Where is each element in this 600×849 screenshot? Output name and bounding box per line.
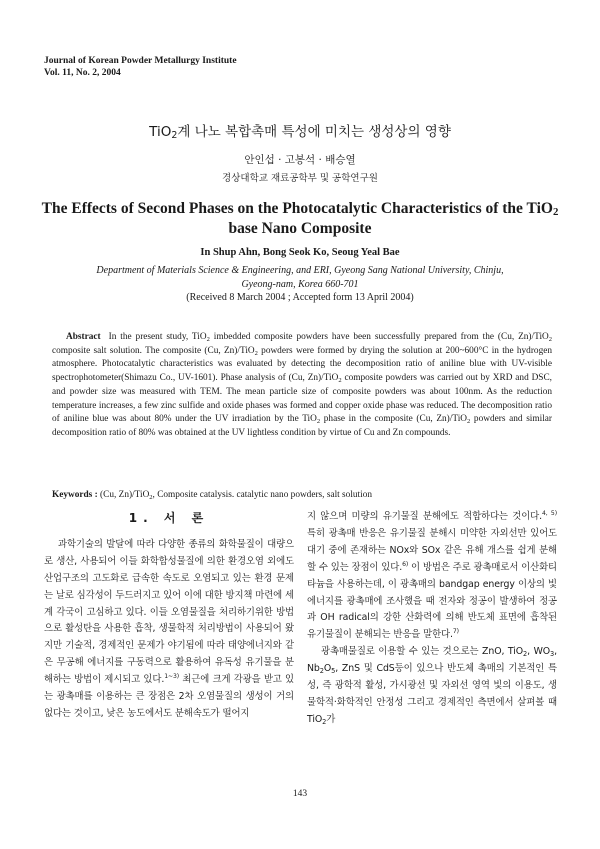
abstract-sub: 2 (316, 418, 321, 426)
korean-affiliation: 경상대학교 재료공학부 및 공학연구원 (222, 173, 378, 184)
abstract-label: Abstract (66, 332, 101, 342)
subscript: 2 (322, 717, 327, 726)
page-number: 143 (292, 789, 308, 799)
subscript: 5 (331, 667, 336, 676)
journal-volume: Vol. 11, No. 2, 2004 (44, 68, 121, 78)
text-run: , ZnS 및 CdS등이 있으나 반도체 촉매의 기본적인 특성, 즉 광학적 활성, 가시광선 및 자외선 영역 빛의 이용도, 생물학적·화학적인 안정성 그리고 경제적인 측면에서 살펴볼 때 TiO (307, 663, 557, 725)
english-affiliation (60, 264, 540, 292)
keywords-sub: 2 (149, 494, 153, 501)
intro-paragraph-2 (307, 644, 557, 729)
intro-paragraph-1-cont (307, 509, 557, 644)
text-run: 광촉매물질로 이용할 수 있는 것으로는 ZnO, TiO (321, 646, 524, 658)
abstract-sub: 2 (548, 336, 552, 343)
text-run: 특히 광촉매 반응은 유기물질 분해시 미약한 자외선만 있어도 대기 중에 존재하는 NOx와 SOx 같은 유해 개스를 쉽게 분해할 수 있는 장점이 있다. (307, 527, 557, 573)
abstract (52, 331, 552, 441)
english-affiliation-line2: Gyeong-nam, Korea 660-701 (241, 279, 359, 290)
text-run: 과학기술의 발달에 따라 다양한 종류의 화학물질이 대량으로 생산, 사용되어 이들 화학합성물질에 의한 환경오염 외에도 산업구조의 고도화로 급속한 속도로 오염되고 있는 환경 문제는 날로 심각성이 두드러지고 있어 이에 대한 방지책 마련에 세계 각국이 고심하고 있다. 이들 오염물질을 처리하기위한 방법으로 활성탄을 사용한 흡착, 생물학적 처리방법이 사용되어 왔지만 기술적, 경제적인 문제가 야기됨에 따라 태양에너지와 같은 무공해 에너지를 구동력으로 활용하여 유독성 유기물을 분해하는 방법이 제시되고 있다. (44, 538, 294, 686)
abstract-text: powders were formed by drying the solution at 200~600°C in the hydrogen atmosphere. Photocatalytic characteristics was evaluated by detecting the decomposition ratio of aniline blue with UV-visible spectrophotometer(Shimazu Co., UV-1601). Phase analysis of (Cu, Zn)/TiO (52, 345, 552, 384)
right-column (307, 509, 557, 729)
korean-title (0, 120, 600, 140)
abstract-sub: 2 (338, 377, 342, 385)
abstract-sub: 2 (467, 418, 471, 426)
english-authors: In Shup Ahn, Bong Seok Ko, Seoug Yeal Bae (200, 247, 400, 258)
abstract-text: composite powders was carried out by XRD and DSC, and powder size was measured with TEM. The mean particle size of composite powders was about 100nm. As the reduction temperature increases, a few zinc sulfide and oxide phases was formed and copper oxide phase was reduced. The decomposition ratio of aniline blue was about 80% under the UV irradiation by the TiO (52, 373, 552, 425)
text-run: 지 않으며 미량의 유기물질 분해에도 적합하다는 것이다. (307, 511, 542, 522)
abstract-text: In the present study, TiO (108, 332, 207, 342)
text-run: 최근에 크게 각광을 받고 있는 광촉매를 이용하는 큰 장점은 2차 오염물질의 생성이 거의 없다는 것이고, 낮은 농도에서도 분해속도가 떨어지 (44, 674, 295, 719)
keywords-label: Keywords : (52, 490, 98, 500)
section-heading: 1. 서 론 (128, 511, 210, 525)
keywords-text: , Composite catalysis. catalytic nano powders, salt solution (152, 490, 373, 500)
subscript: 2 (319, 667, 324, 676)
english-title-line2: base Nano Composite (228, 220, 372, 237)
korean-title-sub: 2 (171, 130, 178, 141)
citation: 6) (402, 560, 409, 568)
korean-authors: 안인섭 · 고봉석 · 배승열 (244, 154, 356, 166)
text-run: , WO (527, 646, 551, 658)
text-run: O (323, 663, 332, 675)
subscript: 2 (523, 650, 528, 659)
received-dates: (Received 8 March 2004 ; Accepted form 13 April 2004) (186, 292, 414, 303)
citation: 7) (452, 628, 459, 636)
english-title-line1: The Effects of Second Phases on the Photocatalytic Characteristics of the TiO (41, 200, 553, 217)
korean-title-pre: TiO (149, 124, 172, 140)
text-run: , Nb (307, 646, 558, 675)
abstract-text: composite salt solution. The composite (Cu, Zn)/TiO (52, 345, 255, 356)
korean-title-post: 계 나노 복합촉매 특성에 미치는 생성상의 영향 (177, 124, 451, 140)
citation: 4, 5) (542, 510, 557, 517)
subscript: 3 (550, 650, 555, 659)
left-column (44, 511, 295, 723)
abstract-text: powders and similar decomposition ratio of 80% was obtained at the UV lightless condition by virtue of Cu and Zn compounds. (52, 414, 553, 438)
abstract-text: imbedded composite powders have been successfully prepared from the (Cu, Zn)/TiO (209, 332, 549, 342)
intro-paragraph-1 (44, 537, 294, 723)
keywords (52, 490, 552, 500)
text-run: 이 방법은 주로 광촉매로서 이산화티타늄을 사용하는데, 이 광촉매의 bandgap energy 이상의 빛 에너지를 광촉매에 조사했을 때 전자와 정공이 발생하여 정공과 OH radical의 강한 산화력에 의해 반도체 표면에 흡착된 유기물질이 분해되는 반응을 말한다. (307, 561, 557, 641)
text-run: 가 (326, 713, 336, 725)
abstract-text: phase in the composite (Cu, Zn)/TiO (320, 414, 468, 425)
keywords-text: (Cu, Zn)/TiO (97, 490, 150, 500)
journal-header (44, 55, 237, 79)
english-affiliation-line1: Department of Materials Science & Engineering, and ERI, Gyeong Sang National University, Chinju, (96, 265, 504, 276)
english-title-sub: 2 (552, 206, 559, 218)
english-title (40, 199, 560, 239)
journal-name: Journal of Korean Powder Metallurgy Institute (44, 56, 237, 66)
citation: 1~3) (164, 673, 180, 681)
abstract-sub: 2 (254, 349, 258, 357)
abstract-sub: 2 (206, 336, 210, 343)
